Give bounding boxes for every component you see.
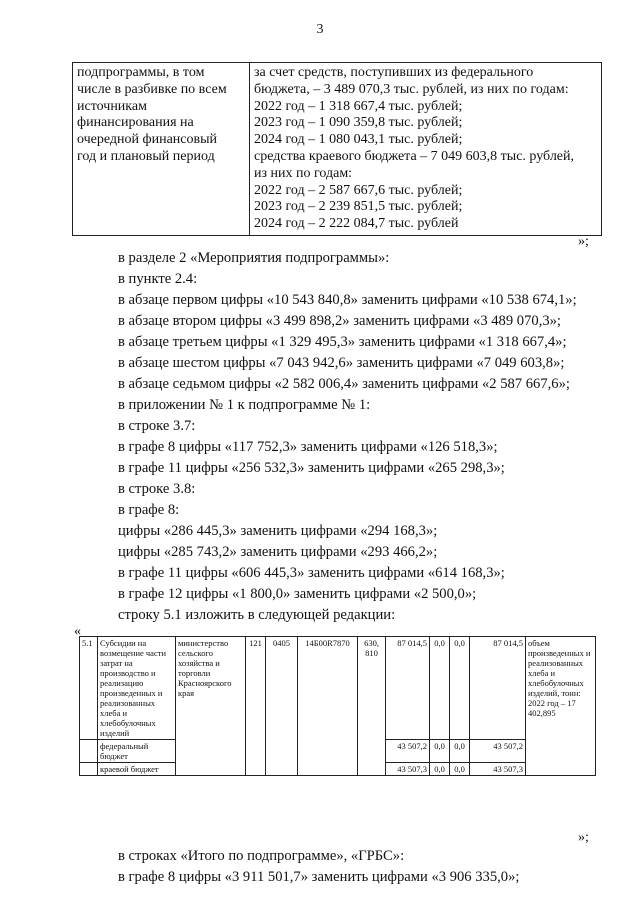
- total-value: 87 014,5: [470, 637, 526, 740]
- row-number: 5.1: [80, 637, 98, 740]
- year3-value: 0,0: [450, 637, 470, 740]
- total-value: 43 507,2: [470, 740, 526, 763]
- page-number: 3: [316, 22, 324, 37]
- total-value: 43 507,3: [470, 763, 526, 776]
- value-line: 2024 год – 2 222 084,7 тыс. рублей: [254, 216, 459, 232]
- label-line: источникам: [77, 98, 147, 114]
- paragraph: в графе 8 цифры «117 752,3» заменить цифрами «126 518,3»;: [118, 439, 498, 455]
- value-line: 2022 год – 2 587 667,6 тыс. рублей;: [254, 182, 463, 198]
- paragraph: строку 5.1 изложить в следующей редакции:: [118, 607, 396, 623]
- paragraph: в графе 8 цифры «3 911 501,7» заменить цифрами «3 906 335,0»;: [118, 869, 520, 885]
- year1-value: 43 507,3: [386, 763, 430, 776]
- table-row: [80, 637, 596, 740]
- grbs-code: 121: [246, 637, 266, 776]
- passport-table: [72, 62, 602, 236]
- paragraph: в абзаце первом цифры «10 543 840,8» заменить цифрами «10 538 674,1»;: [118, 292, 577, 308]
- value-line: 2024 год – 1 080 043,1 тыс. рублей;: [254, 132, 463, 148]
- value-line: из них по годам:: [254, 165, 353, 181]
- paragraph: в абзаце третьем цифры «1 329 495,3» заменить цифрами «1 318 667,4»;: [118, 334, 567, 350]
- year3-value: 0,0: [450, 740, 470, 763]
- year1-value: 87 014,5: [386, 637, 430, 740]
- close-quote: »;: [578, 234, 589, 249]
- rzpr-code: 0405: [266, 637, 298, 776]
- paragraph: в графе 12 цифры «1 800,0» заменить цифрами «2 500,0»;: [118, 586, 477, 602]
- passport-label-cell: [73, 63, 250, 236]
- csr-code: 14Б00R7870: [298, 637, 358, 776]
- value-line: средства краевого бюджета – 7 049 603,8 тыс. рублей,: [254, 148, 575, 164]
- year2-value: 0,0: [430, 740, 450, 763]
- paragraph: в графе 11 цифры «606 445,3» заменить цифрами «614 168,3»;: [118, 565, 505, 581]
- value-line: бюджета, – 3 489 070,3 тыс. рублей, из них по годам:: [254, 81, 569, 97]
- paragraph: в графе 8:: [118, 502, 180, 518]
- passport-value-cell: [250, 63, 602, 236]
- paragraph: в графе 11 цифры «256 532,3» заменить цифрами «265 298,3»;: [118, 460, 505, 476]
- paragraph: в абзаце втором цифры «3 499 898,2» заменить цифрами «3 489 070,3»;: [118, 313, 561, 329]
- vr-code: 630, 810: [358, 637, 386, 776]
- close-quote: »;: [578, 830, 589, 845]
- paragraph: в строке 3.7:: [118, 418, 196, 434]
- year2-value: 0,0: [430, 763, 450, 776]
- open-quote: «: [74, 624, 81, 639]
- label-line: год и плановый период: [77, 148, 215, 164]
- paragraph: цифры «286 445,3» заменить цифрами «294 168,3»;: [118, 523, 438, 539]
- value-line: за счет средств, поступивших из федерального: [254, 65, 534, 80]
- paragraph: цифры «285 743,2» заменить цифрами «293 466,2»;: [118, 544, 438, 560]
- year3-value: 0,0: [450, 763, 470, 776]
- measure-name: Субсидии на возмещение части затрат на производство и реализацию произведенных и реализованных хлеба и хлебобулочных изделий: [98, 637, 176, 740]
- paragraph: в абзаце седьмом цифры «2 582 006,4» заменить цифрами «2 587 667,6»;: [118, 376, 570, 392]
- paragraph: в разделе 2 «Мероприятия подпрограммы»:: [118, 250, 390, 266]
- paragraph: в строке 3.8:: [118, 481, 196, 497]
- value-line: 2023 год – 2 239 851,5 тыс. рублей;: [254, 199, 463, 215]
- budget-label: краевой бюджет: [98, 763, 176, 776]
- expected-result: объем произведенных и реализованных хлеба и хлебобулочных изделий, тонн: 2022 год – 17 402,895: [526, 637, 596, 776]
- label-line: подпрограммы, в том: [77, 65, 205, 80]
- value-line: 2022 год – 1 318 667,4 тыс. рублей;: [254, 98, 463, 114]
- paragraph: в абзаце шестом цифры «7 043 942,6» заменить цифрами «7 049 603,8»;: [118, 355, 565, 371]
- program-row-table: [79, 636, 596, 776]
- value-line: 2023 год – 1 090 359,8 тыс. рублей;: [254, 115, 463, 131]
- executor: министерство сельского хозяйства и торговли Красноярского края: [176, 637, 246, 776]
- year2-value: 0,0: [430, 637, 450, 740]
- paragraph: в приложении № 1 к подпрограмме № 1:: [118, 397, 371, 413]
- paragraph: в строках «Итого по подпрограмме», «ГРБС»:: [118, 848, 405, 864]
- paragraph: в пункте 2.4:: [118, 271, 198, 287]
- label-line: финансирования на: [77, 115, 194, 131]
- year1-value: 43 507,2: [386, 740, 430, 763]
- budget-label: федеральный бюджет: [98, 740, 176, 763]
- label-line: числе в разбивке по всем: [77, 81, 227, 97]
- label-line: очередной финансовый: [77, 132, 218, 148]
